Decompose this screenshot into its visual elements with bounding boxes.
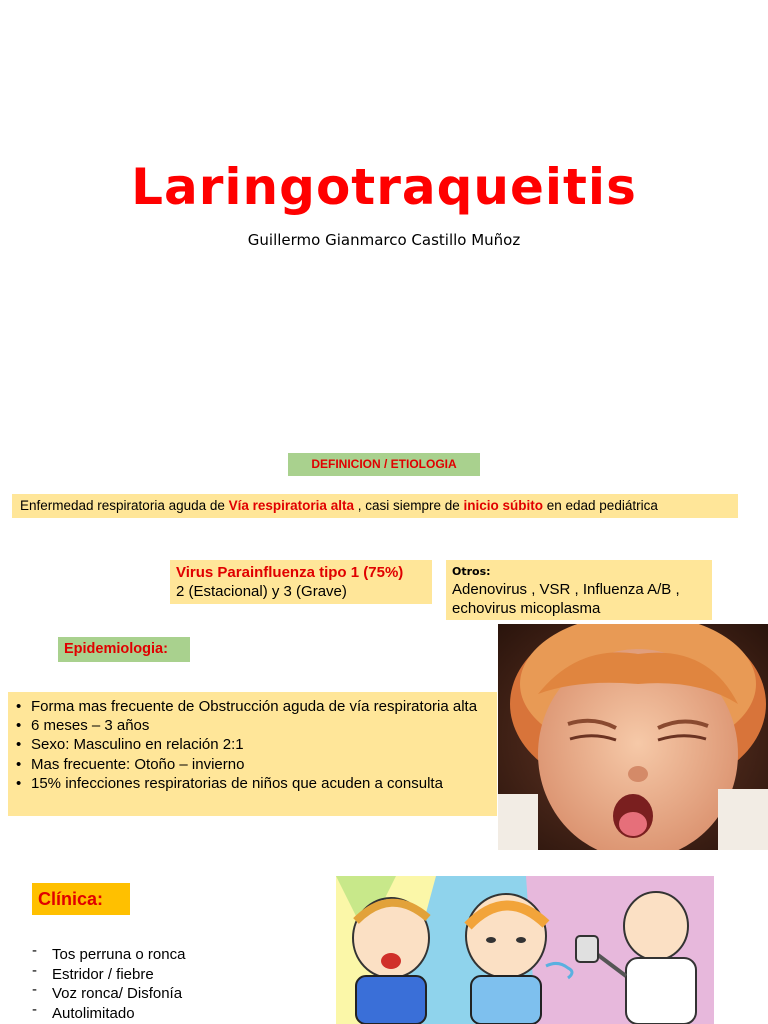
epidemiologia-item: • Sexo: Masculino en relación 2:1 (14, 735, 491, 754)
epidemiologia-item: • 15% infecciones respiratorias de niños que acuden a consulta (14, 774, 491, 793)
virus-sub: 2 (Estacional) y 3 (Grave) (176, 583, 347, 600)
definition-highlight-via: Vía respiratoria alta (228, 498, 354, 513)
otros-label: Otros: (452, 565, 491, 578)
cartoon-children-illustration (336, 876, 714, 1024)
epidemiologia-box (8, 692, 497, 816)
clinica-list (32, 945, 185, 1023)
slide-title: Laringotraqueitis (131, 158, 637, 216)
epidemiologia-label: Epidemiologia: (64, 641, 168, 657)
otros-box (446, 560, 712, 620)
coughing-child-photo (498, 624, 768, 850)
author-name: Guillermo Gianmarco Castillo Muñoz (247, 231, 521, 249)
otros-text: Adenovirus , VSR , Influenza A/B , echovirus micoplasma (452, 581, 680, 617)
definition-highlight-inicio: inicio súbito (463, 498, 543, 513)
definition-part1: Enfermedad respiratoria aguda de (20, 498, 229, 513)
epidemiologia-item: • Mas frecuente: Otoño – invierno (14, 755, 491, 774)
clinica-item: - Tos perruna o ronca (32, 945, 185, 965)
epidemiologia-tag (58, 637, 190, 662)
virus-box (170, 560, 432, 604)
definition-text (12, 494, 738, 518)
definition-part2: , casi siempre de (353, 498, 464, 513)
virus-main: Virus Parainfluenza tipo 1 (75%) (176, 564, 404, 581)
definition-part3: en edad pediátrica (543, 498, 658, 513)
clinica-item: - Autolimitado (32, 1004, 185, 1024)
epidemiologia-list (14, 697, 491, 793)
epidemiologia-item: • 6 meses – 3 años (14, 716, 491, 735)
clinica-tag (32, 883, 130, 915)
definition-section-tag: DEFINICION / ETIOLOGIA (288, 453, 480, 476)
clinica-item: - Voz ronca/ Disfonía (32, 984, 185, 1004)
clinica-label: Clínica: (38, 889, 104, 909)
clinica-item: - Estridor / fiebre (32, 965, 185, 985)
epidemiologia-item: • Forma mas frecuente de Obstrucción aguda de vía respiratoria alta (14, 697, 491, 716)
